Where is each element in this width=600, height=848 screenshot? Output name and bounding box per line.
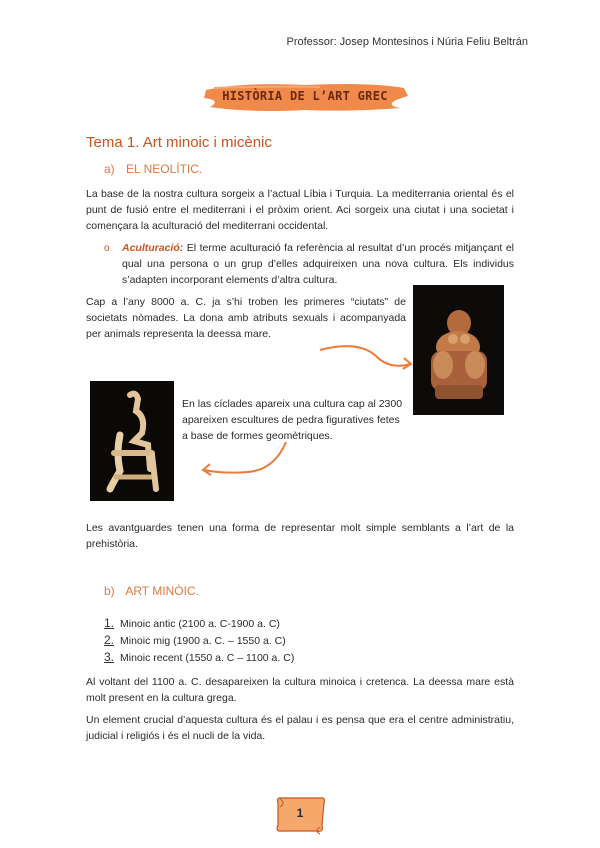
section-a-title: EL NEOLÍTIC. [126,162,203,176]
curved-arrow-left-icon [198,440,290,480]
title-banner-text: HISTÒRIA DE L’ART GREC [222,89,388,103]
bullet-text: El terme aculturació fa referència al resultat d’un procés mitjançant el qual una persona o un grup d’elles adquireixen una nova cultura. Els individus s’adapten incorporant elements d’altra cultura. [122,242,514,286]
curved-arrow-right-icon [318,338,414,374]
header-authors: Professor: Josep Montesinos i Núria Feliu Beltrán [286,36,528,48]
paragraph-avant-garde: Les avantguardes tenen una forma de representar molt simple semblants a l’art de la prehistòria. [86,522,514,550]
section-b-marker: b) [104,584,115,598]
page-number-scroll [272,795,328,835]
mother-goddess-figurine-photo [413,285,504,415]
section-a-marker: a) [104,162,115,176]
bullet-term: Aculturació: [122,242,184,254]
paragraph-cities: Cap a l’any 8000 a. C. ja s’hi troben les primeres “ciutats” de societats nòmades. La dona amb atributs sexuals i acompanyada per animals representa la deessa mare. [86,296,406,340]
period-list-item: 2. Minoic mig (1900 a. C. – 1550 a. C) [104,633,286,647]
bullet-circle-icon: o [104,243,110,254]
period-list-item: 3. Minoic recent (1550 a. C – 1100 a. C) [104,650,295,664]
topic-title: Tema 1. Art minoic i micènic [86,134,272,151]
paragraph-intro: La base de la nostra cultura sorgeix a l’actual Líbia i Turquia. La mediterrania oriental és el punt de fusió entre el mediterrani i el pròxim orient. Aci sorgeix una ciutat i una societat i començara la aculturació del mediterrani occidental. [86,188,514,232]
section-b-heading [104,584,199,598]
paragraph-cyclades: En las cíclades apareix una cultura cap al 2300 apareixen escultures de pedra figuratives fetes a base de formes geomètriques. [182,398,403,442]
cycladic-sculpture-photo [90,381,174,501]
bullet-acculturation [122,240,514,288]
title-banner [200,78,410,114]
paragraph-palace: Un element crucial d’aquesta cultura és el palau i es pensa que era el centre administratiu, judicial i religiós i és el nucli de la vida. [86,714,514,742]
section-b-title: ART MINÒIC. [125,584,199,598]
paragraph-minoan-decline: Al voltant del 1100 a. C. desapareixen la cultura minoica i cretenca. La deessa mare està molt present en la cultura grega. [86,676,514,704]
page-number: 1 [296,806,304,820]
section-a-heading [104,162,202,176]
period-list-item: 1. Minoic antic (2100 a. C-1900 a. C) [104,616,280,630]
